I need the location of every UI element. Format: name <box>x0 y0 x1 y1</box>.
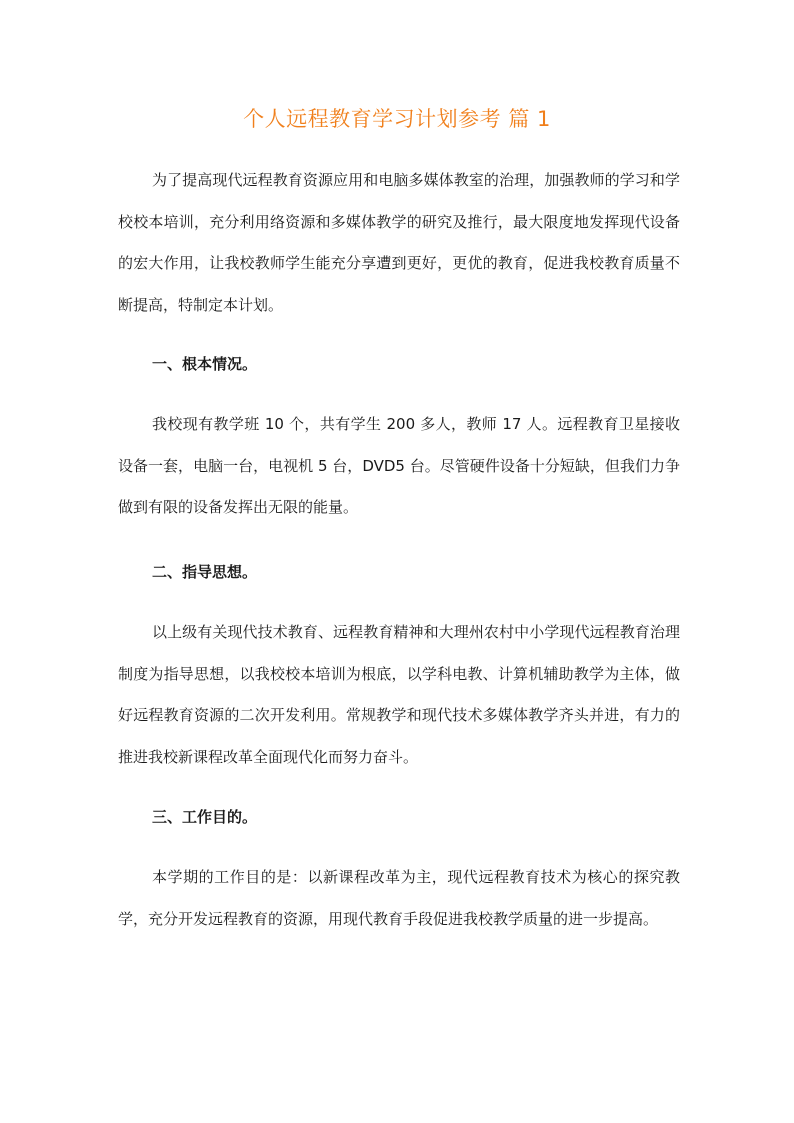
section-heading-guiding-thought: 二、指导思想。 <box>152 563 258 581</box>
section-body-guiding-thought: 以上级有关现代技术教育、远程教育精神和大理州农村中小学现代远程教育治理制度为指导思想，以我校校本培训为根底，以学科电教、计算机辅助教学为主体，做好远程教育资源的二次开发利用。常规教学和现代技术多媒体教学齐头并进，有力的推进我校新课程改革全面现代化而努力奋斗。 <box>118 623 680 766</box>
section-body-basic-situation: 我校现有教学班 10 个，共有学生 200 多人，教师 17 人。远程教育卫星接收设备一套，电脑一台，电视机 5 台，DVD5 台。尽管硬件设备十分短缺，但我们力争做到有限的设备发挥出无限的能量。 <box>118 415 680 516</box>
section-heading-work-goal: 三、工作目的。 <box>152 808 258 826</box>
section-heading-basic-situation: 一、根本情况。 <box>152 355 258 373</box>
intro-paragraph: 为了提高现代远程教育资源应用和电脑多媒体教室的治理，加强教师的学习和学校校本培训，充分利用络资源和多媒体教学的研究及推行，最大限度地发挥现代设备的宏大作用，让我校教师学生能充分享遭到更好，更优的教育，促进我校教育质量不断提高，特制定本计划。 <box>118 171 680 314</box>
section-body-work-goal: 本学期的工作目的是：以新课程改革为主，现代远程教育技术为核心的探究教学，充分开发远程教育的资源，用现代教育手段促进我校教学质量的进一步提高。 <box>118 868 680 928</box>
document-title: 个人远程教育学习计划参考 篇 1 <box>243 107 551 131</box>
